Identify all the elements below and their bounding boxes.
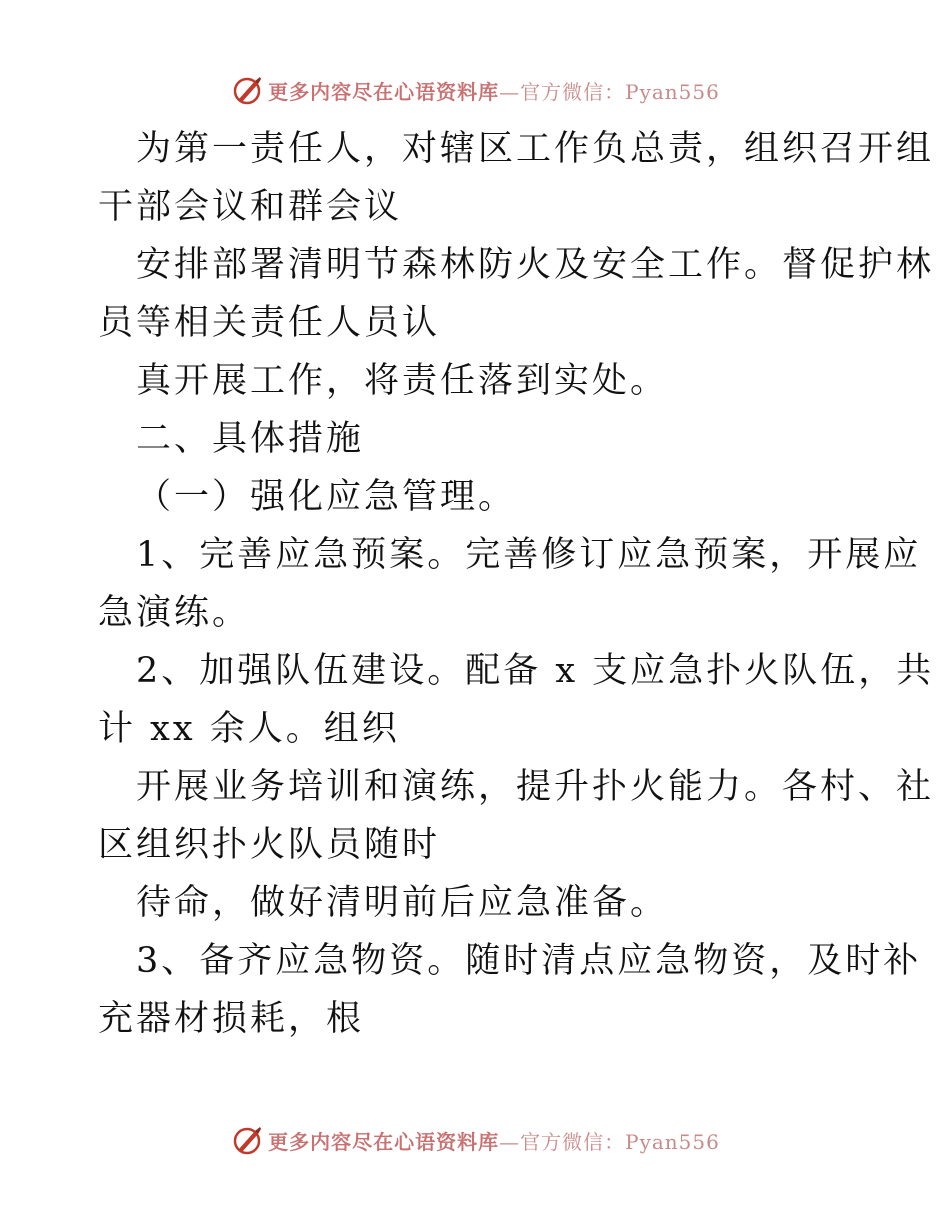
paragraph-line: 2、加强队伍建设。配备 x 支应急扑火队伍，共	[136, 651, 935, 691]
paragraph-line: 1、完善应急预案。完善修订应急预案，开展应	[136, 535, 922, 575]
paragraph-line: 急演练。	[98, 593, 251, 633]
watermark-brand: 更多内容尽在心语资料库	[268, 79, 500, 104]
paragraph-line: 计 xx 余人。组织	[98, 709, 400, 749]
section-heading: 二、具体措施	[136, 419, 365, 459]
paragraph-line: 待命，做好清明前后应急准备。	[136, 883, 669, 923]
pen-logo-icon	[230, 1123, 264, 1157]
watermark-text	[268, 1126, 720, 1155]
paragraph-line: 3、备齐应急物资。随时清点应急物资，及时补	[136, 941, 922, 981]
footer-watermark	[0, 1120, 950, 1160]
watermark-contact: —官方微信：Pyan556	[499, 79, 720, 104]
document-body	[98, 120, 935, 1048]
watermark-brand: 更多内容尽在心语资料库	[268, 1129, 500, 1154]
header-watermark	[0, 70, 950, 110]
paragraph-line: 充器材损耗，根	[98, 999, 365, 1039]
paragraph-line: 员等相关责任人员认	[98, 303, 441, 343]
paragraph-line: 安排部署清明节森林防火及安全工作。督促护林	[136, 245, 935, 285]
subsection-heading: （一）强化应急管理。	[136, 477, 517, 517]
paragraph-line: 为第一责任人，对辖区工作负总责，组织召开组	[136, 129, 935, 169]
watermark-contact: —官方微信：Pyan556	[499, 1129, 720, 1154]
watermark-text	[268, 76, 720, 105]
pen-logo-icon	[230, 73, 264, 107]
paragraph-line: 区组织扑火队员随时	[98, 825, 441, 865]
paragraph-line: 干部会议和群会议	[98, 187, 403, 227]
paragraph-line: 开展业务培训和演练，提升扑火能力。各村、社	[136, 767, 935, 807]
paragraph-line: 真开展工作，将责任落到实处。	[136, 361, 669, 401]
